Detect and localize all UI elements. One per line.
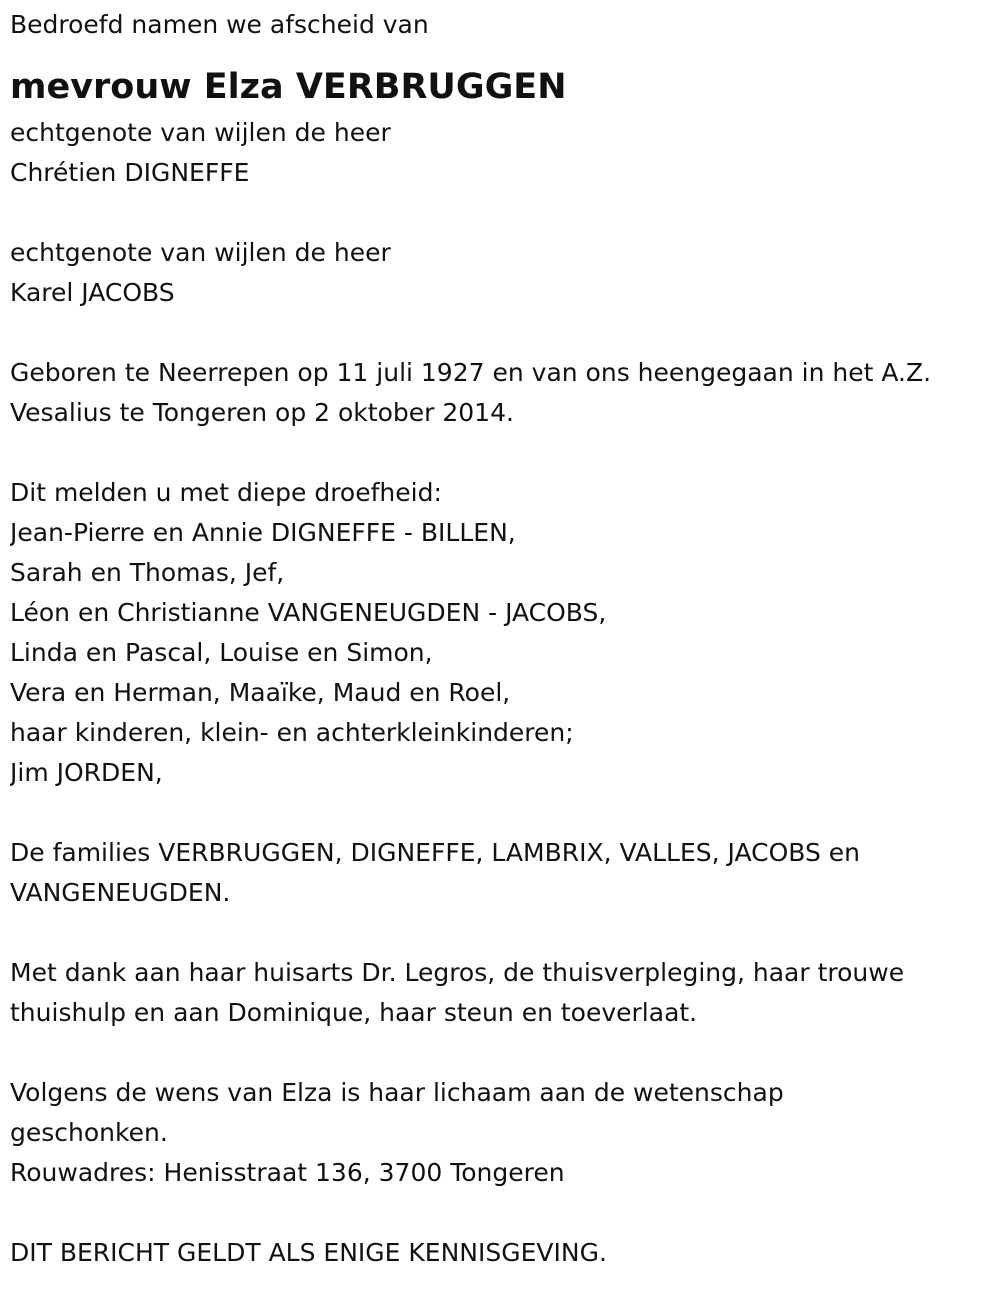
thanks-line: thuishulp en aan Dominique, haar steun en toeverlaat.	[10, 998, 698, 1027]
announcer-line: Sarah en Thomas, Jef,	[10, 558, 285, 587]
birth-death-line: Geboren te Neerrepen op 11 juli 1927 en van ons heengegaan in het A.Z.	[10, 358, 932, 387]
science-line: Volgens de wens van Elza is haar lichaam aan de wetenschap	[10, 1078, 784, 1107]
thanks-line: Met dank aan haar huisarts Dr. Legros, de thuisverpleging, haar trouwe	[10, 958, 905, 987]
announcer-line: Jean-Pierre en Annie DIGNEFFE - BILLEN,	[10, 518, 516, 547]
spacer	[10, 793, 985, 833]
spouse-2-name: Karel JACOBS	[10, 278, 175, 307]
families-line: VANGENEUGDEN.	[10, 878, 231, 907]
announcer-line: Léon en Christianne VANGENEUGDEN - JACOBS,	[10, 598, 607, 627]
spacer	[10, 433, 985, 473]
announcer-line: Jim JORDEN,	[10, 758, 163, 787]
science-line: geschonken.	[10, 1118, 168, 1147]
intro-text: Bedroefd namen we afscheid van	[10, 10, 429, 39]
spacer	[10, 1193, 985, 1233]
death-notice	[10, 0, 985, 1273]
announcer-line: Dit melden u met diepe droefheid:	[10, 478, 442, 507]
announcer-line: Vera en Herman, Maaïke, Maud en Roel,	[10, 678, 511, 707]
birth-death-line: Vesalius te Tongeren op 2 oktober 2014.	[10, 398, 514, 427]
spacer	[10, 193, 985, 233]
spacer	[10, 1033, 985, 1073]
announcer-line: Linda en Pascal, Louise en Simon,	[10, 638, 433, 667]
mourning-address: Rouwadres: Henisstraat 136, 3700 Tongeren	[10, 1158, 565, 1187]
spouse-2-relation: echtgenote van wijlen de heer	[10, 238, 391, 267]
announcer-line: haar kinderen, klein- en achterkleinkinderen;	[10, 718, 574, 747]
spouse-1-name: Chrétien DIGNEFFE	[10, 158, 250, 187]
spacer	[10, 313, 985, 353]
families-line: De families VERBRUGGEN, DIGNEFFE, LAMBRIX, VALLES, JACOBS en	[10, 838, 860, 867]
notice-text: DIT BERICHT GELDT ALS ENIGE KENNISGEVING.	[10, 1238, 607, 1267]
spouse-1-relation: echtgenote van wijlen de heer	[10, 118, 391, 147]
spacer	[10, 913, 985, 953]
deceased-name: mevrouw Elza VERBRUGGEN	[10, 67, 567, 107]
